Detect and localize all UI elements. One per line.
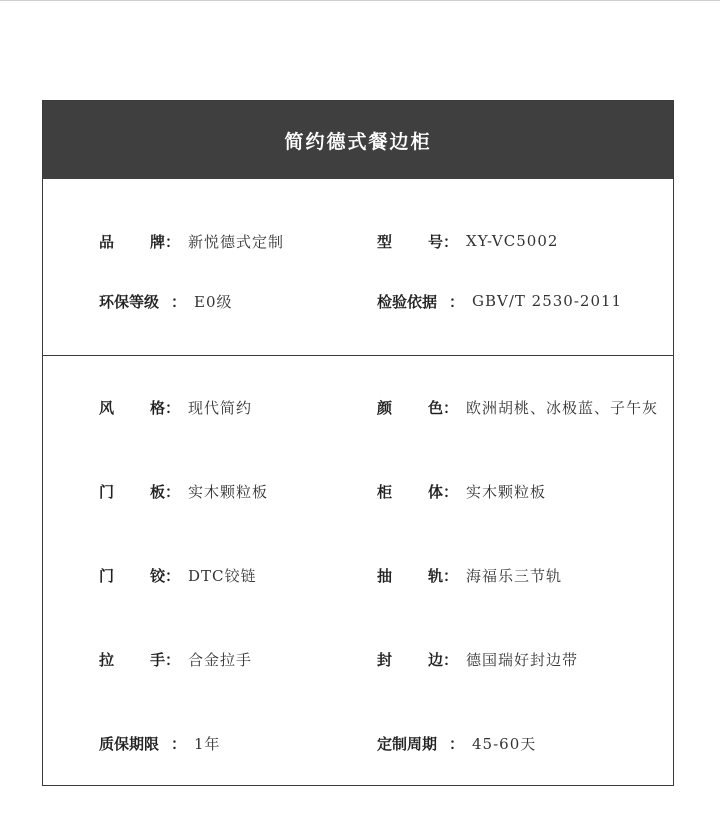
label-colon: ： (171, 292, 187, 311)
label-colon: ： (165, 650, 181, 669)
label-char: 色 (427, 398, 443, 417)
spec-item-edge-banding (377, 645, 578, 673)
spec-item-inspection-basis (377, 287, 622, 315)
spec-value-warranty: 1年 (194, 734, 221, 753)
label-char: 柜 (377, 482, 393, 501)
spec-card (42, 100, 674, 786)
spec-label-door-panel (99, 481, 165, 502)
label-char: 门 (99, 566, 115, 585)
spec-label-model (377, 231, 443, 252)
label-colon: ： (443, 566, 459, 585)
spec-value-brand: 新悦德式定制 (188, 232, 285, 251)
label-colon: ： (165, 398, 181, 417)
spec-value-model: XY-VC5002 (466, 232, 559, 250)
card-title: 简约德式餐边柜 (284, 130, 432, 153)
label-char: 颜 (377, 398, 393, 417)
spec-label-style (99, 397, 165, 418)
spec-item-drawer-rail (377, 561, 562, 589)
label-colon: ： (443, 232, 459, 251)
label-colon: ： (171, 734, 187, 753)
label-char: 板 (149, 482, 165, 501)
top-rule (0, 0, 720, 1)
spec-item-style (99, 393, 252, 421)
spec-item-cabinet-body (377, 477, 546, 505)
spec-label-custom-cycle: 定制周期 (377, 734, 438, 753)
spec-label-eco-grade: 环保等级 (99, 292, 160, 311)
label-colon: ： (443, 398, 459, 417)
spec-value-drawer-rail: 海福乐三节轨 (466, 566, 563, 585)
label-char: 拉 (99, 650, 115, 669)
spec-value-style: 现代简约 (188, 398, 253, 417)
label-colon: ： (165, 482, 181, 501)
spec-value-eco-grade: E0级 (194, 292, 233, 311)
label-char: 型 (377, 232, 393, 251)
spec-value-door-hinge: DTC铰链 (188, 566, 257, 585)
label-colon: ： (165, 232, 181, 251)
spec-item-door-panel (99, 477, 268, 505)
label-char: 风 (99, 398, 115, 417)
spec-label-handle (99, 649, 165, 670)
label-char: 格 (149, 398, 165, 417)
spec-row-warranty-cycle (43, 729, 673, 757)
spec-row-style-color (43, 393, 673, 421)
section-divider (43, 355, 673, 356)
label-colon: ： (165, 566, 181, 585)
spec-value-door-panel: 实木颗粒板 (188, 482, 269, 501)
label-char: 手 (149, 650, 165, 669)
spec-row-hinge-rail (43, 561, 673, 589)
spec-row-door-body (43, 477, 673, 505)
label-char: 牌 (149, 232, 165, 251)
label-char: 封 (377, 650, 393, 669)
label-char: 轨 (427, 566, 443, 585)
spec-label-edge-banding (377, 649, 443, 670)
spec-item-custom-cycle (377, 729, 536, 757)
spec-row-eco-standard (43, 287, 673, 315)
spec-item-eco-grade (99, 287, 233, 315)
spec-label-door-hinge (99, 565, 165, 586)
label-char: 品 (99, 232, 115, 251)
spec-item-door-hinge (99, 561, 257, 589)
spec-label-brand (99, 231, 165, 252)
spec-value-edge-banding: 德国瑞好封边带 (466, 650, 579, 669)
spec-value-cabinet-body: 实木颗粒板 (466, 482, 547, 501)
label-char: 号 (427, 232, 443, 251)
spec-label-color (377, 397, 443, 418)
spec-value-custom-cycle: 45-60天 (472, 734, 537, 753)
label-char: 抽 (377, 566, 393, 585)
spec-value-color: 欧洲胡桃、冰极蓝、子午灰 (466, 398, 659, 417)
spec-row-handle-edge (43, 645, 673, 673)
spec-value-inspection-basis: GBV/T 2530-2011 (472, 292, 623, 310)
card-header (43, 101, 673, 179)
spec-label-inspection-basis: 检验依据 (377, 292, 438, 311)
spec-item-color (377, 393, 658, 421)
spec-label-drawer-rail (377, 565, 443, 586)
label-char: 边 (427, 650, 443, 669)
label-char: 门 (99, 482, 115, 501)
spec-item-model (377, 227, 558, 255)
spec-item-warranty (99, 729, 221, 757)
spec-label-warranty: 质保期限 (99, 734, 160, 753)
label-colon: ： (449, 734, 465, 753)
label-colon: ： (443, 650, 459, 669)
spec-value-handle: 合金拉手 (188, 650, 253, 669)
label-colon: ： (443, 482, 459, 501)
label-colon: ： (449, 292, 465, 311)
label-char: 铰 (149, 566, 165, 585)
spec-item-brand (99, 227, 284, 255)
spec-label-cabinet-body (377, 481, 443, 502)
spec-item-handle (99, 645, 252, 673)
spec-row-brand-model (43, 227, 673, 255)
label-char: 体 (427, 482, 443, 501)
